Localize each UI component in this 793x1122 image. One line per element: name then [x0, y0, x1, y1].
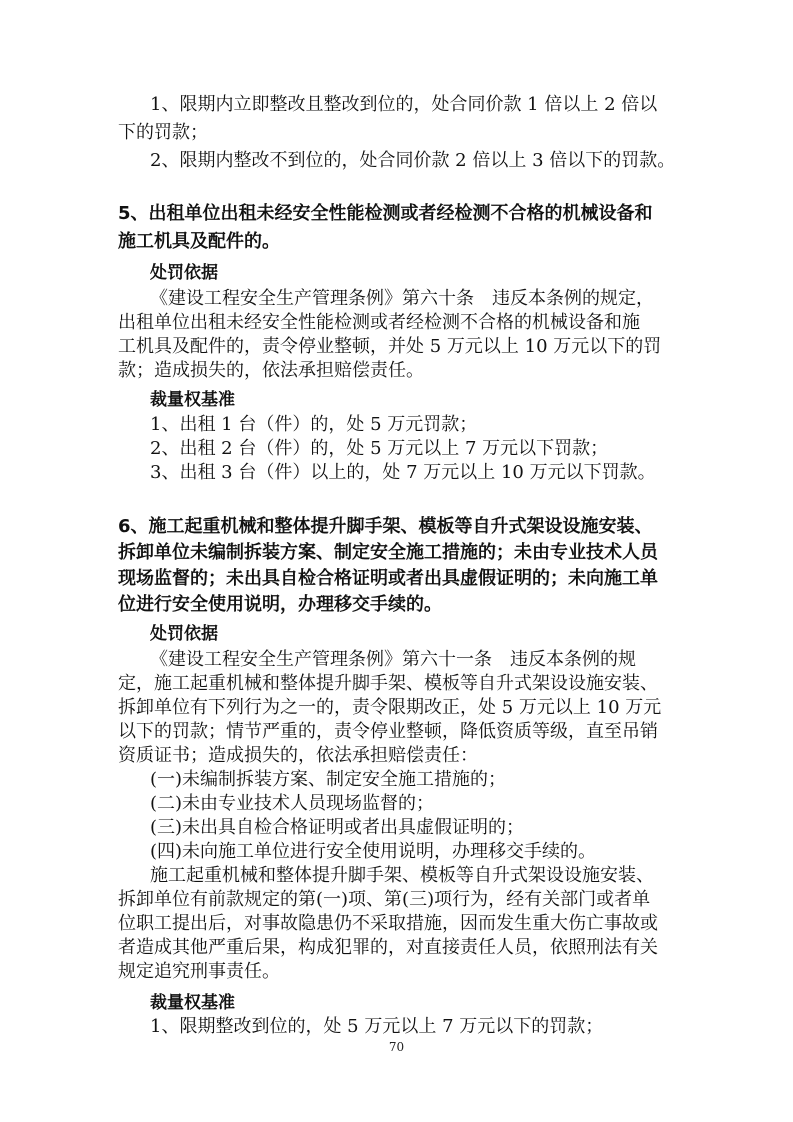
section-6-item-1: (一)未编制拆装方案、制定安全施工措施的； [150, 769, 507, 790]
section-5-standard-1: 1、出租 1 台（件）的，处 5 万元罚款； [150, 414, 478, 435]
section-6-basis-line-1: 《建设工程安全生产管理条例》第六十一条 违反本条例的规 [150, 649, 636, 670]
section-6-item-3: (三)未出具自检合格证明或者出具虚假证明的； [150, 817, 525, 838]
section-5-basis-line-3: 工机具及配件的，责令停业整顿，并处 5 万元以上 10 万元以下的罚 [118, 336, 662, 357]
section-6-basis-line-3: 拆卸单位有下列行为之一的，责令限期改正，处 5 万元以上 10 万元 [118, 697, 662, 718]
section-6-criminal-line-4: 者造成其他严重后果，构成犯罪的，对直接责任人员，依照刑法有关 [118, 937, 658, 958]
section-5-basis-line-4: 款；造成损失的，依法承担赔偿责任。 [118, 360, 424, 381]
section-5-standard-title: 裁量权基准 [150, 390, 235, 410]
section-5-standard-2: 2、出租 2 台（件）的，处 5 万元以上 7 万元以下罚款； [150, 438, 609, 459]
section-6-basis-title: 处罚依据 [150, 624, 218, 644]
section-5-heading-cont: 施工机具及配件的。 [118, 231, 280, 252]
section-6-criminal-line-3: 位职工提出后，对事故隐患仍不采取措施，因而发生重大伤亡事故或 [118, 913, 658, 934]
section-6-heading: 6、施工起重机械和整体提升脚手架、模板等自升式架设设施安装、 [118, 516, 653, 537]
section-6-criminal-line-1: 施工起重机械和整体提升脚手架、模板等自升式架设设施安装、 [150, 865, 654, 886]
section-6-basis-line-5: 资质证书；造成损失的，依法承担赔偿责任： [118, 745, 478, 766]
section-6-standard-title: 裁量权基准 [150, 993, 235, 1013]
section-6-heading-cont-3: 位进行安全使用说明，办理移交手续的。 [118, 594, 442, 615]
section-5-standard-3: 3、出租 3 台（件）以上的，处 7 万元以上 10 万元以下罚款。 [150, 462, 656, 483]
page-number: 70 [388, 1040, 405, 1054]
section-6-item-4: (四)未向施工单位进行安全使用说明，办理移交手续的。 [150, 841, 597, 862]
section-6-criminal-line-5: 规定追究刑事责任。 [118, 961, 280, 982]
section-5-basis-line-2: 出租单位出租未经安全性能检测或者经检测不合格的机械设备和施 [118, 312, 640, 333]
section-6-basis-line-4: 以下的罚款；情节严重的，责令停业整顿，降低资质等级，直至吊销 [118, 721, 658, 742]
section-6-standard-1: 1、限期整改到位的，处 5 万元以上 7 万元以下的罚款； [150, 1016, 604, 1037]
section-5-basis-title: 处罚依据 [150, 263, 218, 283]
intro-line-2: 下的罚款； [118, 122, 208, 143]
section-6-heading-cont-2: 现场监督的；未出具自检合格证明或者出具虚假证明的；未向施工单 [118, 568, 658, 589]
intro-line-1: 1、限期内立即整改且整改到位的，处合同价款 1 倍以上 2 倍以 [150, 94, 658, 115]
section-6-item-2: (二)未由专业技术人员现场监督的； [150, 793, 435, 814]
section-6-basis-line-2: 定，施工起重机械和整体提升脚手架、模板等自升式架设设施安装、 [118, 673, 658, 694]
intro-line-3: 2、限期内整改不到位的，处合同价款 2 倍以上 3 倍以下的罚款。 [150, 150, 676, 171]
section-5-basis-line-1: 《建设工程安全生产管理条例》第六十条 违反本条例的规定， [150, 288, 654, 309]
section-5-heading: 5、出租单位出租未经安全性能检测或者经检测不合格的机械设备和 [118, 203, 653, 224]
section-6-heading-cont-1: 拆卸单位未编制拆装方案、制定安全施工措施的；未由专业技术人员 [118, 542, 658, 563]
section-6-criminal-line-2: 拆卸单位有前款规定的第(一)项、第(三)项行为，经有关部门或者单 [118, 889, 651, 910]
